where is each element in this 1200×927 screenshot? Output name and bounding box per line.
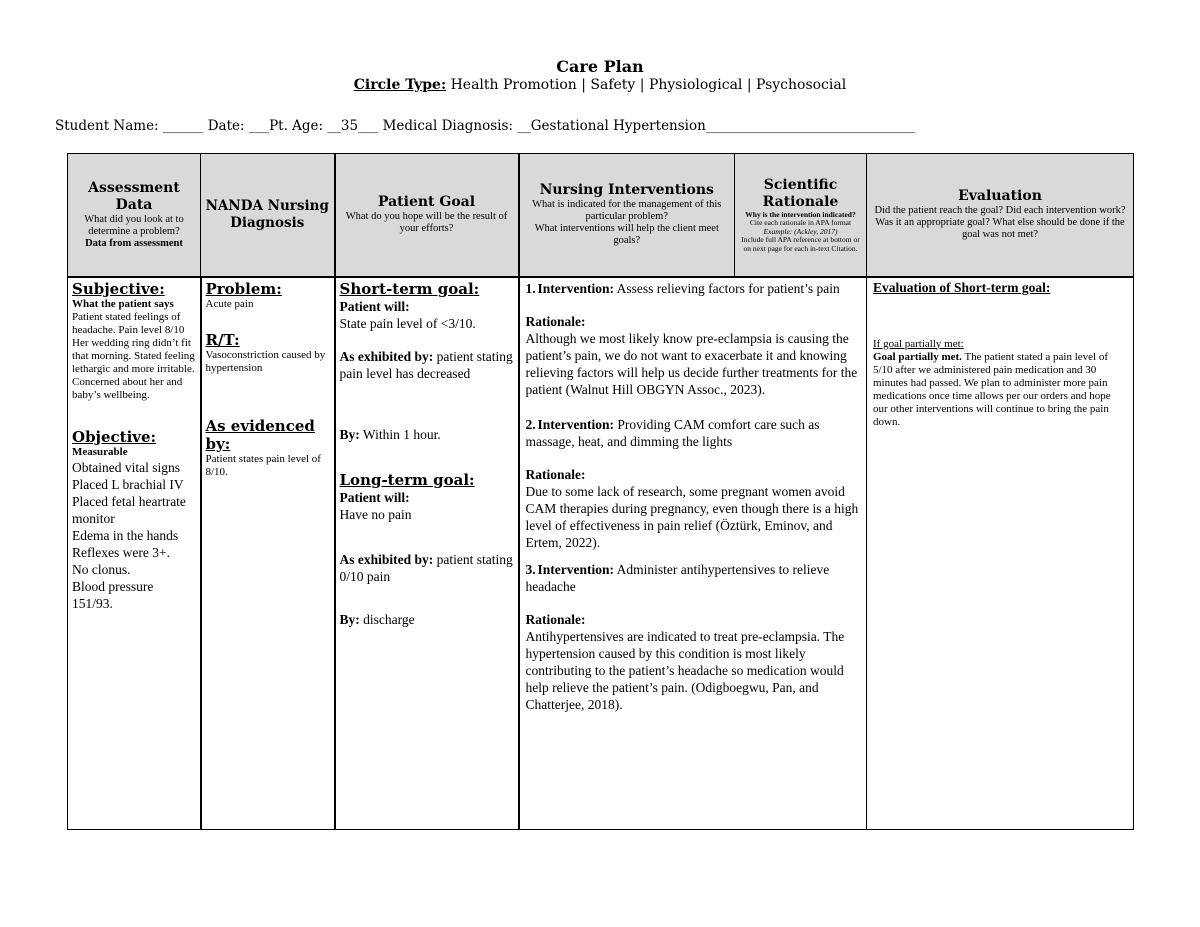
header-row [68,154,1134,277]
long-goal-text: Have no pain [339,506,412,522]
rt-heading: R/T: [205,330,240,349]
circle-type-line [0,77,1200,93]
nanda-header-title: NANDA Nursing Diagnosis [205,197,329,231]
evaluation-short-heading: Evaluation of Short-term goal: [873,279,1051,295]
goal-header-title: Patient Goal [377,194,476,211]
rationale-2-text: Due to some lack of research, some pregnant women avoid CAM therapies during pregnancy, even though there is a high level of effectiveness in pain relief (Öztürk, Eminov, and Ertem, 2022). [525,483,859,550]
rationale-3-text: Antihypertensives are indicated to treat pre-eclampsia. The hypertension caused by this condition is most likely contributing to the patient’s headache so medication would help relieve the patient’s pain. (Odigboegwu, Pan, and Chatterjee, 2018). [525,628,845,712]
goal-cell [335,277,519,830]
objective-item: Reflexes were 3+. [72,544,170,560]
rt-text: Vasoconstriction caused by hypertension [205,348,326,374]
short-goal-text: State pain level of <3/10. [339,315,476,331]
objective-item: Placed fetal heartrate monitor [72,493,186,526]
interventions-header-title: Nursing Interventions [539,182,714,199]
intervention-1: 1. Intervention: Assess relieving factors for patient’s pain [525,280,840,296]
objective-list [72,459,196,612]
assessment-cell [68,277,201,830]
evaluation-header [867,154,1134,277]
rationale-2-label: Rationale: [525,466,586,482]
objective-item: Placed L brachial IV [72,476,184,492]
goal-header-sub: What do you hope will be the result of your efforts? [345,211,508,235]
interventions-header [519,154,735,277]
evaluation-header-sub: Did the patient reach the goal? Did each intervention work? Was it an appropriate goal? What else should be done if the goal was not met? [874,205,1126,241]
partial-met-text: Goal partially met. The patient stated a pain level of 5/10 after we administered pain medication and 30 minutes had passed. We plan to administer more pain medications once time allows per our orders and hope our other interventions will continue to bring the pain down. [873,350,1111,428]
short-term-goal-heading: Short-term goal: [339,279,480,298]
objective-sub: Measurable [72,445,128,458]
problem-text: Acute pain [205,297,254,310]
rationale-1-text: Although we most likely know pre-eclampsia is causing the patient’s pain, we do not want to exacerbate it and knowing relieving factors will help us decide further treatments for the patient (Walnut Hill OBGYN Assoc., 2023). [525,330,858,397]
student-info-line: Student Name: ______ Date: ___Pt. Age: __35___ Medical Diagnosis: __Gestational Hypertension_______________________________ [55,118,916,134]
intervention-3: 3. Intervention: Administer antihypertensives to relieve headache [525,561,830,594]
nanda-cell [201,277,335,830]
circle-type-label: Circle Type: [353,77,447,93]
interventions-cell [519,277,867,830]
evaluation-cell [867,277,1134,830]
evaluation-header-title: Evaluation [958,188,1042,205]
subjective-sub: What the patient says [72,297,174,310]
rationale-header-sub2: Cite each rationale in APA format [749,218,852,227]
problem-heading: Problem: [205,279,282,298]
rationale-header-sub1: Why is the intervention indicated? [745,209,856,219]
intervention-2: 2. Intervention: Providing CAM comfort care such as massage, heat, and dimming the lights [525,416,820,449]
long-patient-will: Patient will: [339,489,410,505]
long-by: By: discharge [339,611,415,627]
objective-item: Blood pressure 151/93. [72,578,154,611]
objective-item: Obtained vital signs [72,459,180,475]
assessment-header [68,154,201,277]
short-exhibited: As exhibited by: patient stating pain level has decreased [339,348,513,381]
assessment-header-sub: What did you look at to determine a problem? [84,213,184,237]
circle-type-options: Health Promotion | Safety | Physiological | Psychosocial [450,77,847,93]
rationale-1-label: Rationale: [525,313,586,329]
objective-heading: Objective: [72,427,157,446]
subjective-text: Patient stated feelings of headache. Pain level 8/10 Her wedding ring didn’t fit that morning. Stated feeling lethargic and more irritable. Concerned about her and baby’s wellbeing. [72,310,195,401]
evidenced-text: Patient states pain level of 8/10. [205,452,321,478]
goal-header [335,154,519,277]
partial-met-heading: If goal partially met: [873,337,964,350]
evidenced-heading: As evidenced by: [205,416,315,453]
objective-item: No clonus. [72,561,131,577]
subjective-heading: Subjective: [72,279,165,298]
short-by: By: Within 1 hour. [339,426,441,442]
rationale-header-sub4: Include full APA reference at bottom or on next page for each in-text Citation. [741,235,860,253]
assessment-header-title: Assessment Data [88,179,180,213]
long-term-goal-heading: Long-term goal: [339,470,475,489]
rationale-header-title: Scientific Rationale [762,176,839,210]
nanda-header [201,154,335,277]
objective-item: Edema in the hands [72,527,179,543]
content-row [68,277,1134,830]
long-exhibited: As exhibited by: patient stating 0/10 pain [339,551,513,584]
care-plan-table [67,153,1134,830]
rationale-header [735,154,867,277]
short-patient-will: Patient will: [339,298,410,314]
rationale-3-label: Rationale: [525,611,586,627]
page-title: Care Plan [556,57,644,76]
assessment-header-note: Data from assessment [85,237,183,249]
interventions-header-sub1: What is indicated for the management of this particular problem? [532,199,722,223]
interventions-header-sub2: What interventions will help the client meet goals? [534,223,719,247]
rationale-header-sub3: Example: (Ackley, 2017) [763,226,838,236]
